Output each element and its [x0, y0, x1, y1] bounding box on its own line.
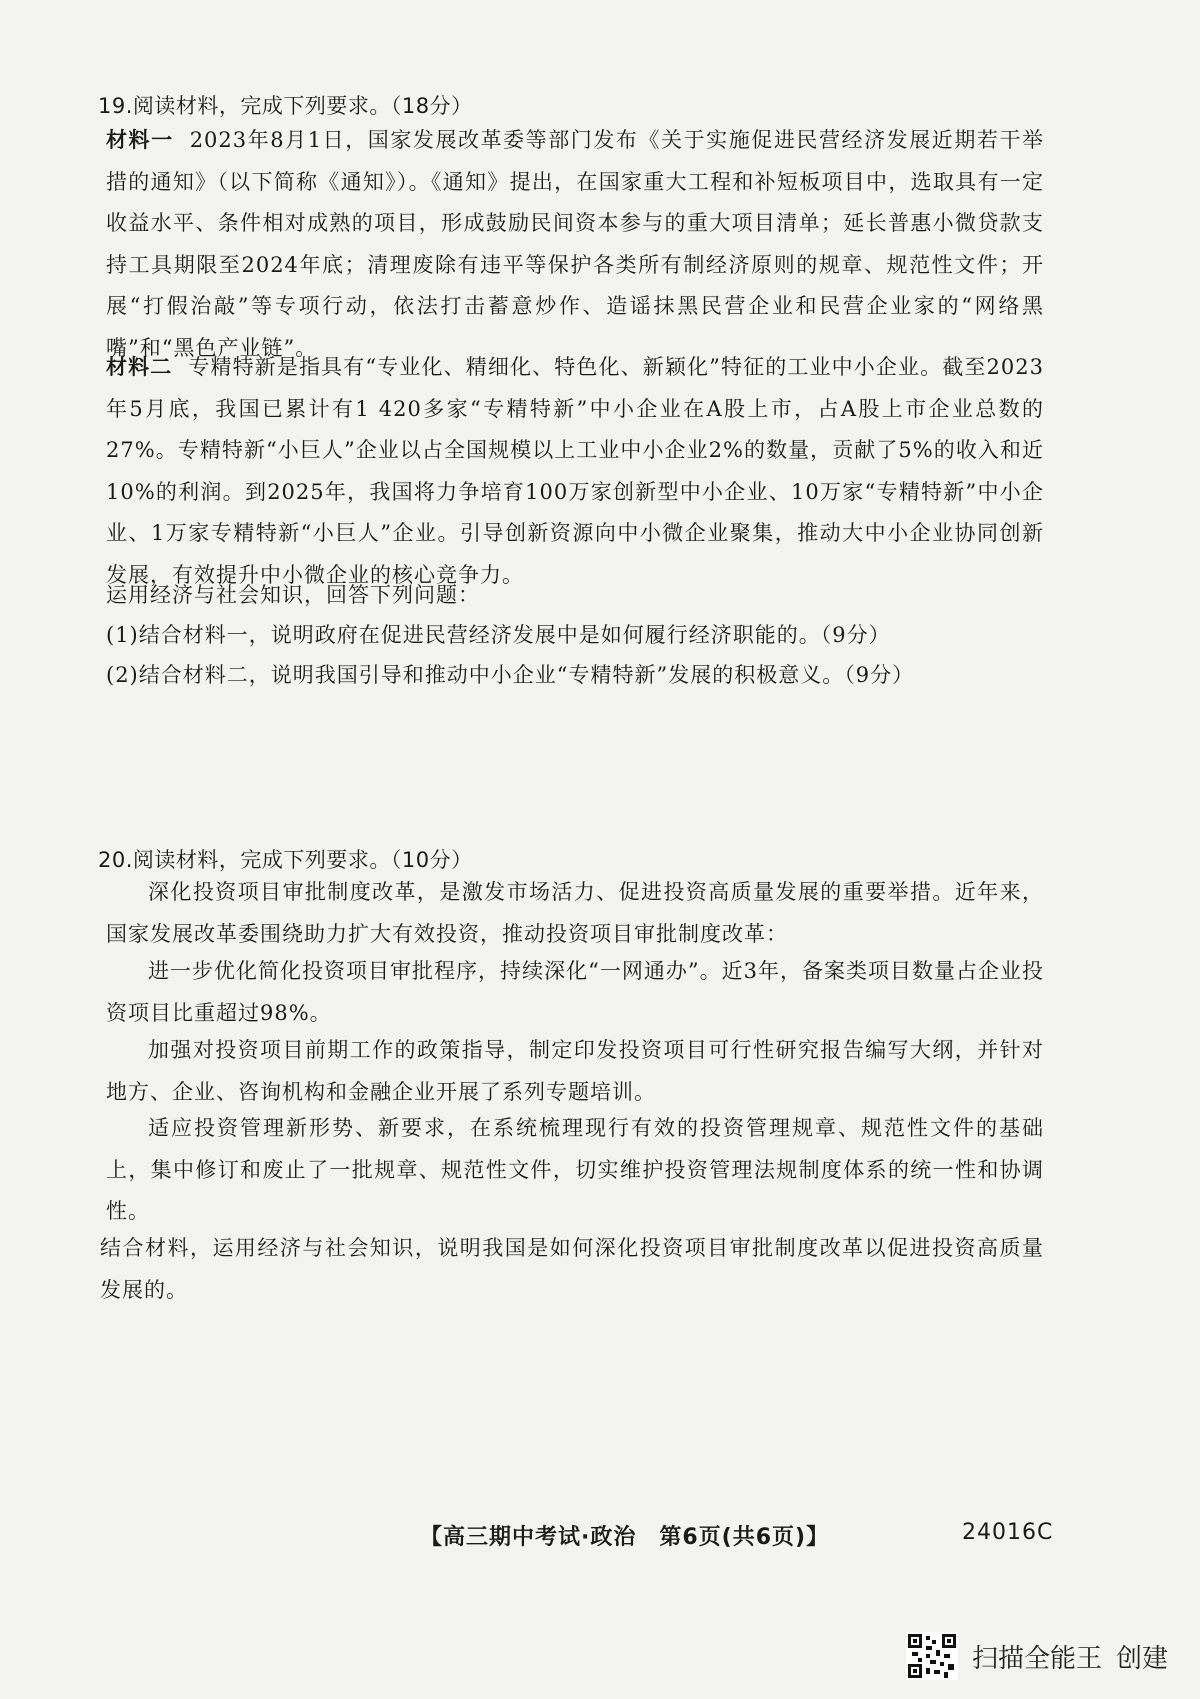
- footer-exam-code: 24016C: [962, 1520, 1054, 1545]
- q20-paragraph-4: 适应投资管理新形势、新要求，在系统梳理现行有效的投资管理规章、规范性文件的基础上，集中修订和废止了一批规章、规范性文件，切实维护投资管理法规制度体系的统一性和协调性。: [106, 1116, 1044, 1223]
- q19-sub-question-2: (2)结合材料二，说明我国引导和推动中小企业“专精特新”发展的积极意义。（9分）: [106, 663, 915, 687]
- material-2-label: 材料二: [106, 355, 173, 379]
- q19-material-2: [106, 347, 1044, 596]
- q20-paragraph-2: 进一步优化简化投资项目审批程序，持续深化“一网通办”。近3年，备案类项目数量占企业投资项目比重超过98%。: [106, 959, 1044, 1025]
- q19-instruction: 运用经济与社会知识，回答下列问题：: [106, 583, 480, 607]
- scanner-watermark: [906, 1632, 1168, 1680]
- footer-page-info: 【高三期中考试·政治 第6页(共6页)】: [420, 1525, 830, 1550]
- material-1-label: 材料一: [106, 128, 174, 152]
- material-2-text: 专精特新是指具有“专业化、精细化、特色化、新颖化”特征的工业中小企业。截至2023年5月底，我国已累计有1 420多家“专精特新”中小企业在A股上市，占A股上市企业总数的27%。专精特新“小巨人”企业以占全国规模以上工业中小企业2%的数量，贡献了5%的收入和近10%的利润。到2025年，我国将力争培育100万家创新型中小企业、10万家“专精特新”中小企业、1万家专精特新“小巨人”企业。引导创新资源向中小微企业聚集，推动大中小企业协同创新发展，有效提升中小微企业的核心竞争力。: [106, 355, 1044, 587]
- q20-paragraph-3: 加强对投资项目前期工作的政策指导，制定印发投资项目可行性研究报告编写大纲，并针对地方、企业、咨询机构和金融企业开展了系列专题培训。: [106, 1038, 1044, 1104]
- material-1-text: 2023年8月1日，国家发展改革委等部门发布《关于实施促进民营经济发展近期若干举措的通知》（以下简称《通知》）。《通知》提出，在国家重大工程和补短板项目中，选取具有一定收益水平、条件相对成熟的项目，形成鼓励民间资本参与的重大项目清单；延长普惠小微贷款支持工具期限至2024年底；清理废除有违平等保护各类所有制经济原则的规章、规范性文件；开展“打假治敲”等专项行动，依法打击蓄意炒作、造谣抹黑民营企业和民营企业家的“网络黑嘴”和“黑色产业链”。: [106, 128, 1044, 360]
- question-19-title: 19.阅读材料，完成下列要求。（18分）: [98, 94, 473, 118]
- q19-material-1: [106, 120, 1044, 369]
- q20-paragraph-1: 深化投资项目审批制度改革，是激发市场活力、促进投资高质量发展的重要举措。近年来，国家发展改革委围绕助力扩大有效投资，推动投资项目审批制度改革：: [106, 880, 1044, 946]
- q19-sub-question-1: (1)结合材料一，说明政府在促进民营经济发展中是如何履行经济职能的。（9分）: [106, 623, 891, 647]
- watermark-action: 创建: [1116, 1643, 1169, 1674]
- qr-code-icon: [906, 1632, 958, 1680]
- watermark-app-name: 扫描全能王: [972, 1643, 1103, 1674]
- q20-question: 结合材料，运用经济与社会知识，说明我国是如何深化投资项目审批制度改革以促进投资高质量发展的。: [100, 1236, 1044, 1302]
- question-20-title: 20.阅读材料，完成下列要求。（10分）: [98, 848, 473, 872]
